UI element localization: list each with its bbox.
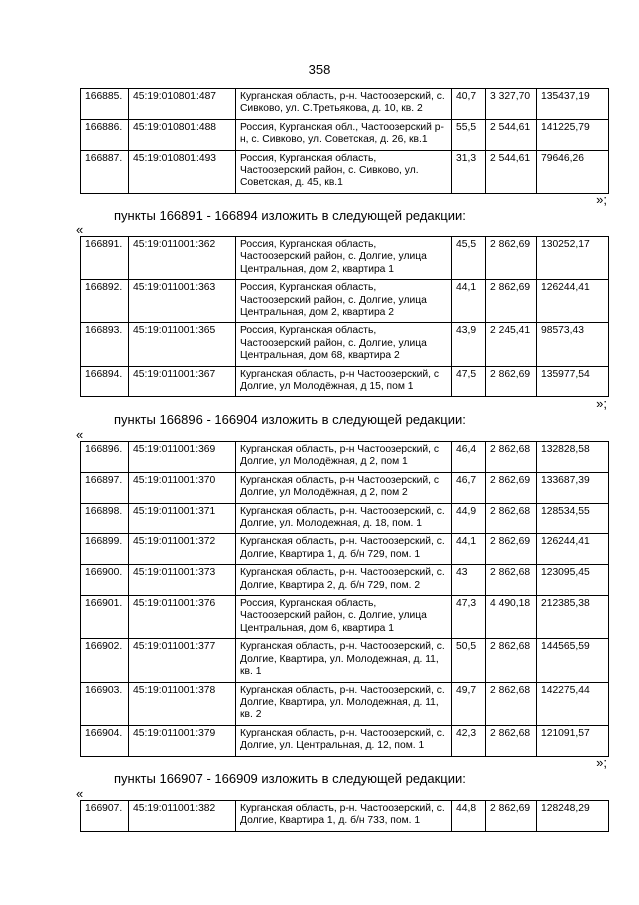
cadastral-value: 132828,58 — [537, 442, 609, 473]
address: Курганская область, р-н. Частоозерский, с. Долгие, ул. Центральная, д. 12, пом. 1 — [236, 725, 452, 756]
item-number: 166902. — [81, 639, 129, 682]
cadastral-value: 123095,45 — [537, 565, 609, 596]
unit-value: 2 862,68 — [486, 503, 537, 534]
table-row — [81, 280, 609, 323]
page-number: 358 — [308, 62, 331, 77]
cadastral-number: 45:19:011001:362 — [129, 237, 236, 280]
cadastral-number: 45:19:011001:369 — [129, 442, 236, 473]
registry-table-1 — [80, 88, 609, 194]
closing-quote: »; — [596, 396, 607, 411]
area: 31,3 — [452, 150, 486, 193]
unit-value: 2 862,69 — [486, 366, 537, 397]
cadastral-number: 45:19:011001:372 — [129, 534, 236, 565]
table-row — [81, 323, 609, 366]
cadastral-number: 45:19:011001:365 — [129, 323, 236, 366]
cadastral-number: 45:19:011001:382 — [129, 801, 236, 832]
table-row — [81, 366, 609, 397]
cadastral-number: 45:19:011001:378 — [129, 682, 236, 725]
opening-quote: « — [76, 427, 84, 442]
table-row — [81, 725, 609, 756]
table-row — [81, 503, 609, 534]
unit-value: 2 862,69 — [486, 801, 537, 832]
address: Россия, Курганская область, Частоозерский район, с. Сивково, ул. Советская, д. 45, кв.1 — [236, 150, 452, 193]
unit-value: 2 862,68 — [486, 639, 537, 682]
area: 47,5 — [452, 366, 486, 397]
table-row — [81, 150, 609, 193]
area: 44,9 — [452, 503, 486, 534]
area: 49,7 — [452, 682, 486, 725]
registry-table-3 — [80, 441, 609, 757]
cadastral-value: 144565,59 — [537, 639, 609, 682]
address: Россия, Курганская область, Частоозерский район, с. Долгие, улица Центральная, дом 68, квартира 2 — [236, 323, 452, 366]
unit-value: 2 862,69 — [486, 237, 537, 280]
unit-value: 2 862,69 — [486, 280, 537, 323]
cadastral-value: 141225,79 — [537, 119, 609, 150]
address: Курганская область, р-н. Частоозерский, с. Долгие, Квартира 2, д. б/н 729, пом. 2 — [236, 565, 452, 596]
address: Курганская область, р-н. Частоозерский, с. Долгие, Квартира 1, д. б/н 733, пом. 1 — [236, 801, 452, 832]
item-number: 166900. — [81, 565, 129, 596]
item-number: 166886. — [81, 119, 129, 150]
item-number: 166898. — [81, 503, 129, 534]
cadastral-value: 133687,39 — [537, 472, 609, 503]
table-row — [81, 237, 609, 280]
unit-value: 4 490,18 — [486, 596, 537, 639]
unit-value: 2 544,61 — [486, 119, 537, 150]
address: Курганская область, р-н. Частоозерский, с. Долгие, Квартира, ул. Молодежная, д. 11, кв. 2 — [236, 682, 452, 725]
unit-value: 2 862,68 — [486, 565, 537, 596]
area: 43,9 — [452, 323, 486, 366]
cadastral-value: 79646,26 — [537, 150, 609, 193]
item-number: 166892. — [81, 280, 129, 323]
cadastral-number: 45:19:010801:488 — [129, 119, 236, 150]
item-number: 166894. — [81, 366, 129, 397]
item-number: 166896. — [81, 442, 129, 473]
area: 46,7 — [452, 472, 486, 503]
address: Курганская область, р-н. Частоозерский, с. Долгие, ул. Молодежная, д. 18, пом. 1 — [236, 503, 452, 534]
address: Курганская область, р-н. Частоозерский, с. Долгие, Квартира, ул. Молодежная, д. 11, кв. 1 — [236, 639, 452, 682]
area: 44,1 — [452, 534, 486, 565]
item-number: 166887. — [81, 150, 129, 193]
item-number: 166893. — [81, 323, 129, 366]
cadastral-number: 45:19:011001:370 — [129, 472, 236, 503]
cadastral-value: 128248,29 — [537, 801, 609, 832]
unit-value: 2 862,68 — [486, 725, 537, 756]
area: 55,5 — [452, 119, 486, 150]
cadastral-number: 45:19:011001:371 — [129, 503, 236, 534]
unit-value: 2 544,61 — [486, 150, 537, 193]
area: 42,3 — [452, 725, 486, 756]
table-row — [81, 801, 609, 832]
address: Курганская область, р-н. Частоозерский, с. Долгие, Квартира 1, д. б/н 729, пом. 1 — [236, 534, 452, 565]
address: Курганская область, р-н. Частоозерский, с. Сивково, ул. С.Третьякова, д. 10, кв. 2 — [236, 89, 452, 120]
cadastral-number: 45:19:010801:487 — [129, 89, 236, 120]
unit-value: 3 327,70 — [486, 89, 537, 120]
amendment-instruction: пункты 166891 - 166894 изложить в следующей редакции: — [114, 208, 466, 223]
cadastral-number: 45:19:011001:363 — [129, 280, 236, 323]
table-row — [81, 119, 609, 150]
table-row — [81, 472, 609, 503]
area: 45,5 — [452, 237, 486, 280]
registry-table-4 — [80, 800, 609, 832]
address: Россия, Курганская область, Частоозерский район, с. Долгие, улица Центральная, дом 2, квартира 1 — [236, 237, 452, 280]
cadastral-value: 128534,55 — [537, 503, 609, 534]
table-row — [81, 534, 609, 565]
cadastral-value: 121091,57 — [537, 725, 609, 756]
closing-quote: »; — [596, 192, 607, 207]
cadastral-value: 130252,17 — [537, 237, 609, 280]
cadastral-number: 45:19:011001:377 — [129, 639, 236, 682]
closing-quote: »; — [596, 755, 607, 770]
table-row — [81, 682, 609, 725]
item-number: 166903. — [81, 682, 129, 725]
item-number: 166907. — [81, 801, 129, 832]
cadastral-number: 45:19:010801:493 — [129, 150, 236, 193]
item-number: 166904. — [81, 725, 129, 756]
item-number: 166899. — [81, 534, 129, 565]
cadastral-value: 126244,41 — [537, 534, 609, 565]
table-row — [81, 596, 609, 639]
area: 50,5 — [452, 639, 486, 682]
cadastral-number: 45:19:011001:367 — [129, 366, 236, 397]
area: 40,7 — [452, 89, 486, 120]
opening-quote: « — [76, 222, 84, 237]
cadastral-value: 212385,38 — [537, 596, 609, 639]
item-number: 166891. — [81, 237, 129, 280]
area: 47,3 — [452, 596, 486, 639]
opening-quote: « — [76, 786, 84, 801]
amendment-instruction: пункты 166907 - 166909 изложить в следующей редакции: — [114, 771, 466, 786]
cadastral-value: 142275,44 — [537, 682, 609, 725]
address: Курганская область, р-н Частоозерский, с Долгие, ул Молодёжная, д 2, пом 1 — [236, 442, 452, 473]
table-row — [81, 565, 609, 596]
item-number: 166901. — [81, 596, 129, 639]
item-number: 166897. — [81, 472, 129, 503]
address: Россия, Курганская обл., Частоозерский р-н, с. Сивково, ул. Советская, д. 26, кв.1 — [236, 119, 452, 150]
area: 46,4 — [452, 442, 486, 473]
unit-value: 2 862,68 — [486, 442, 537, 473]
cadastral-value: 135977,54 — [537, 366, 609, 397]
unit-value: 2 862,68 — [486, 682, 537, 725]
amendment-instruction: пункты 166896 - 166904 изложить в следующей редакции: — [114, 412, 466, 427]
address: Россия, Курганская область, Частоозерский район, с. Долгие, улица Центральная, дом 2, квартира 2 — [236, 280, 452, 323]
item-number: 166885. — [81, 89, 129, 120]
address: Курганская область, р-н Частоозерский, с Долгие, ул Молодёжная, д 15, пом 1 — [236, 366, 452, 397]
area: 43 — [452, 565, 486, 596]
cadastral-number: 45:19:011001:376 — [129, 596, 236, 639]
unit-value: 2 245,41 — [486, 323, 537, 366]
registry-table-2 — [80, 236, 609, 397]
cadastral-number: 45:19:011001:373 — [129, 565, 236, 596]
cadastral-value: 98573,43 — [537, 323, 609, 366]
unit-value: 2 862,69 — [486, 472, 537, 503]
area: 44,1 — [452, 280, 486, 323]
address: Курганская область, р-н Частоозерский, с Долгие, ул Молодёжная, д 2, пом 2 — [236, 472, 452, 503]
table-row — [81, 639, 609, 682]
area: 44,8 — [452, 801, 486, 832]
cadastral-number: 45:19:011001:379 — [129, 725, 236, 756]
cadastral-value: 135437,19 — [537, 89, 609, 120]
table-row — [81, 89, 609, 120]
address: Россия, Курганская область, Частоозерский район, с. Долгие, улица Центральная, дом 6, квартира 1 — [236, 596, 452, 639]
cadastral-value: 126244,41 — [537, 280, 609, 323]
unit-value: 2 862,69 — [486, 534, 537, 565]
table-row — [81, 442, 609, 473]
